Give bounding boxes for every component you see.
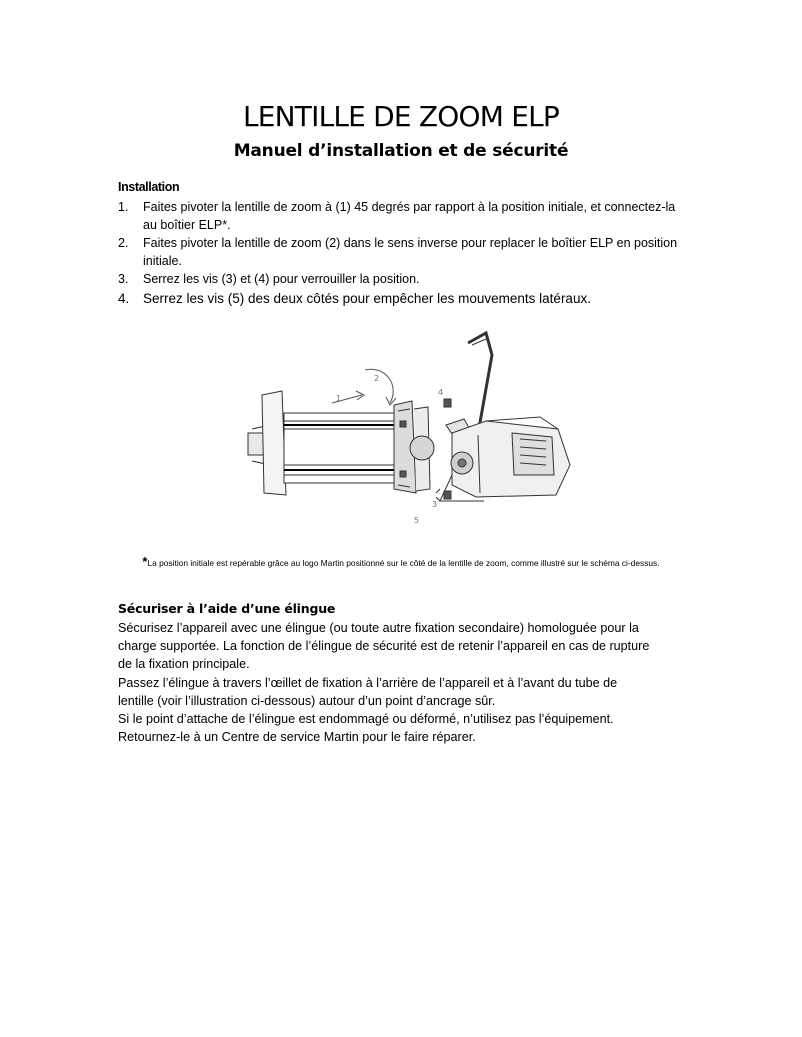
paragraph-line: Si le point d’attache de l’élingue est endommagé ou déformé, n’utilisez pas l’équipement. bbox=[118, 712, 614, 727]
step-text: Faites pivoter la lentille de zoom (2) dans le sens inverse pour replacer le boîtier ELP en position initiale. bbox=[143, 236, 678, 268]
step-text: Serrez les vis (3) et (4) pour verrouiller la position. bbox=[143, 272, 420, 286]
footnote bbox=[118, 552, 684, 573]
safety-heading: Sécuriser à l’aide d’une élingue bbox=[118, 601, 336, 616]
paragraph-line: lentille (voir l’illustration ci-dessous) autour d’un point d’ancrage sûr. bbox=[118, 693, 496, 708]
footnote-star: * bbox=[142, 554, 148, 569]
step-text: Serrez les vis (5) des deux côtés pour empêcher les mouvements latéraux. bbox=[143, 291, 591, 306]
fixture-body bbox=[436, 333, 570, 501]
figure-label: 5 bbox=[414, 516, 420, 525]
installation-steps bbox=[118, 198, 678, 308]
step-item bbox=[118, 290, 678, 308]
paragraph-line: Passez l’élingue à travers l’œillet de fixation à l’arrière de l’appareil et à l’avant du tube de bbox=[118, 675, 618, 690]
step-text: Faites pivoter la lentille de zoom à (1) 45 degrés par rapport à la position initiale, et connectez-la au boîtier ELP*. bbox=[143, 200, 676, 232]
step-number: 3. bbox=[118, 272, 129, 286]
paragraph-line: Sécurisez l’appareil avec une élingue (ou toute autre fixation secondaire) homologuée pour la bbox=[118, 621, 639, 635]
zoom-lens-tube bbox=[248, 391, 434, 495]
page-subtitle: Manuel d’installation et de sécurité bbox=[233, 141, 569, 161]
step-item bbox=[118, 270, 678, 288]
installation-heading: Installation bbox=[118, 180, 180, 194]
step-item bbox=[118, 234, 678, 270]
paragraph-line: de la fixation principale. bbox=[118, 657, 250, 672]
paragraph-line: charge supportée. La fonction de l’élingue de sécurité est de retenir l’appareil en cas de rupture bbox=[118, 639, 650, 654]
footnote-text: La position initiale est repérable grâce au logo Martin positionné sur le côté de la lentille de zoom, comme illustré sur le schéma ci-dessus. bbox=[147, 558, 660, 568]
step-item bbox=[118, 198, 678, 234]
step-number: 1. bbox=[118, 200, 129, 214]
step-number: 4. bbox=[118, 291, 130, 306]
paragraph-line: Retournez-le à un Centre de service Martin pour le faire réparer. bbox=[118, 730, 476, 745]
figure-label: 1 bbox=[336, 394, 342, 403]
page-title: LENTILLE DE ZOOM ELP bbox=[242, 100, 560, 133]
figure-label: 2 bbox=[374, 374, 380, 383]
step-number: 2. bbox=[118, 236, 129, 250]
figure-label: 3 bbox=[432, 500, 438, 509]
safety-paragraph bbox=[118, 619, 688, 746]
figure-label: 4 bbox=[438, 388, 444, 397]
rotation-arrow bbox=[332, 369, 396, 405]
zoom-lens-diagram bbox=[240, 325, 580, 525]
